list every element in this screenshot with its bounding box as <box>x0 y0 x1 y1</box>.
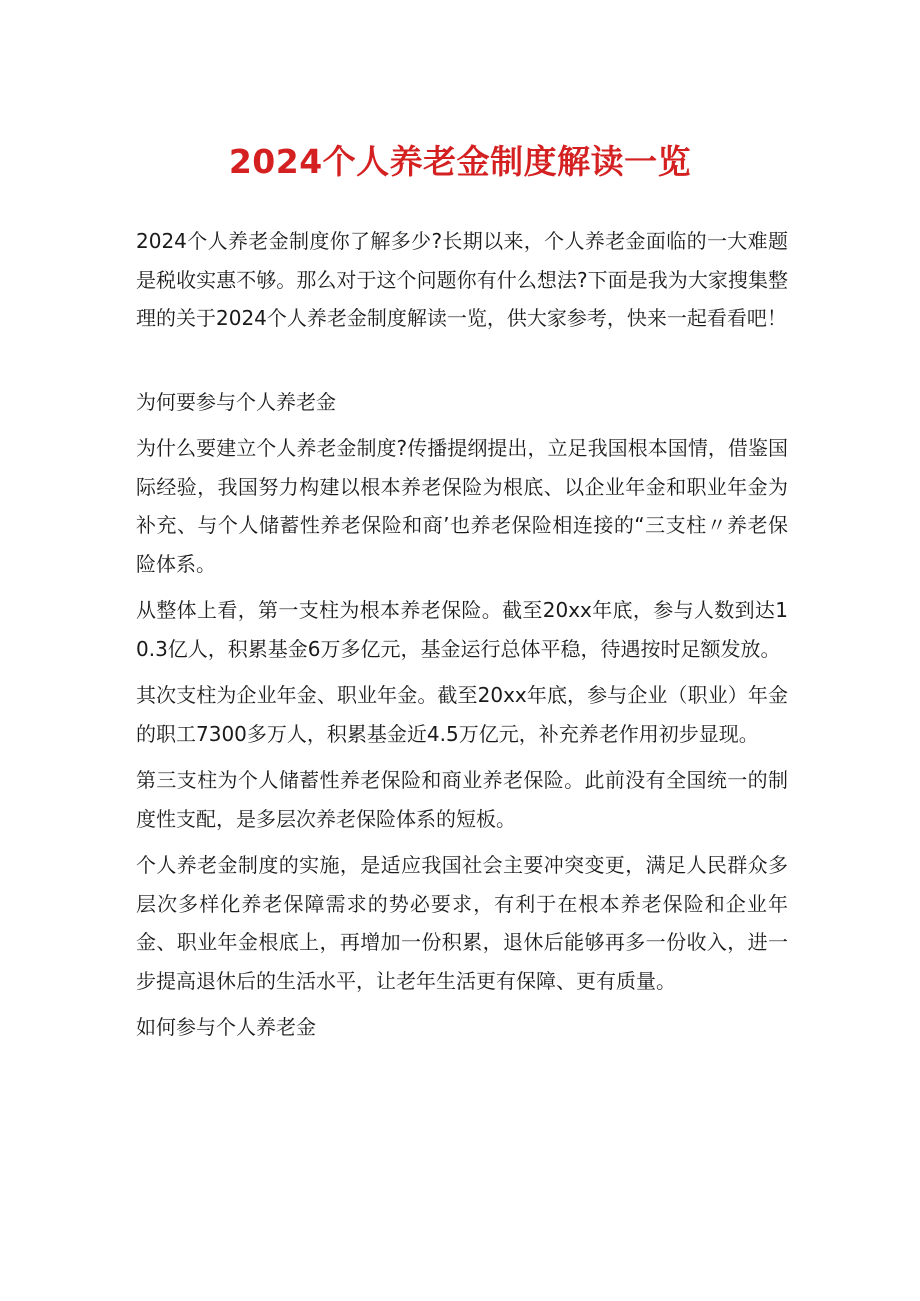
paragraph-three-pillars: 为什么要建立个人养老金制度?传播提纲提出，立足我国根本国情，借鉴国际经验，我国努力构建以根本养老保险为根底、以企业年金和职业年金为补充、与个人储蓄性养老保险和商’也养老保险相连接的“三支柱〃养老保险体系。 <box>136 436 788 576</box>
document-body <box>136 222 788 1055</box>
paragraph-third-pillar: 第三支柱为个人储蓄性养老保险和商业养老保险。此前没有全国统一的制度性支配，是多层次养老保险体系的短板。 <box>136 768 788 831</box>
document-title: 2024个人养老金制度解读一览 <box>228 142 692 181</box>
paragraph-second-pillar: 其次支柱为企业年金、职业年金。截至20xx年底，参与企业（职业）年金的职工7300多万人，积累基金近4.5万亿元，补充养老作用初步显现。 <box>136 683 788 746</box>
paragraph-first-pillar: 从整体上看，第一支柱为根本养老保险。截至20xx年底，参与人数到达10.3亿人，积累基金6万多亿元，基金运行总体平稳，待遇按时足额发放。 <box>136 598 788 661</box>
paragraph-significance: 个人养老金制度的实施，是适应我国社会主要冲突变更，满足人民群众多层次多样化养老保障需求的势必要求，有利于在根本养老保险和企业年金、职业年金根底上，再增加一份积累，退休后能够再多一份收入，进一步提高退休后的生活水平，让老年生活更有保障、更有质量。 <box>136 853 788 993</box>
section-heading-how: 如何参与个人养老金 <box>136 1015 316 1039</box>
intro-paragraph: 2024个人养老金制度你了解多少?长期以来，个人养老金面临的一大难题是税收实惠不够。那么对于这个问题你有什么想法?下面是我为大家搜集整理的关于2024个人养老金制度解读一览，供大家参考，快来一起看看吧！ <box>136 229 788 330</box>
section-heading-why: 为何要参与个人养老金 <box>136 389 336 414</box>
